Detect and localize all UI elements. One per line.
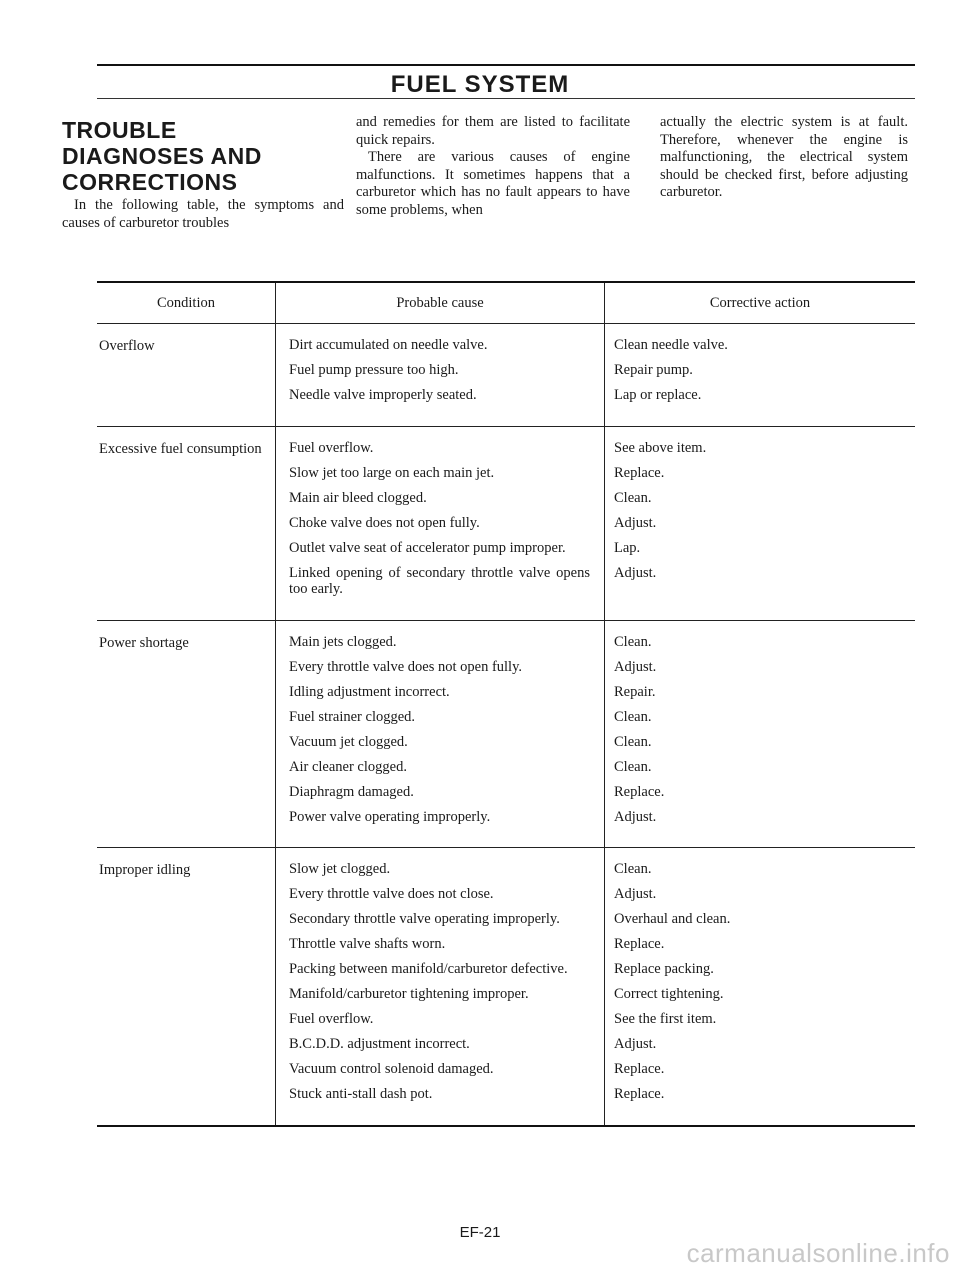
action-item: Replace. <box>614 783 665 800</box>
cause-item: Choke valve does not open fully. <box>289 514 480 531</box>
cause-item: Power valve operating improperly. <box>289 808 491 825</box>
action-item: Clean. <box>614 633 652 650</box>
action-item: See above item. <box>614 439 707 456</box>
cause-item: Needle valve improperly seated. <box>289 387 477 403</box>
cause-item: Stuck anti-stall dash pot. <box>289 1086 433 1102</box>
action-item: Replace. <box>614 1061 665 1077</box>
action-item: Adjust. <box>614 886 657 902</box>
cause-cell <box>275 621 604 848</box>
cause-item: Outlet valve seat of accelerator pump improper. <box>289 539 566 556</box>
action-cell <box>604 848 915 1125</box>
cause-item: Fuel pump pressure too high. <box>289 362 459 378</box>
table-body <box>97 324 915 1125</box>
action-item: Clean. <box>614 758 652 775</box>
intro-paragraph: actually the electric system is at fault. Therefore, whenever the engine is malfunctioning, the electrical system should be checked first, before adjusting carburetor. <box>660 114 908 200</box>
action-item: Replace. <box>614 464 665 481</box>
condition-cell: Power shortage <box>99 634 189 651</box>
header-action: Corrective action <box>604 283 915 323</box>
action-item: Adjust. <box>614 514 657 531</box>
action-item: Lap or replace. <box>614 387 702 403</box>
table-header <box>97 283 915 324</box>
action-item: Clean needle valve. <box>614 337 728 353</box>
intro-column-1 <box>62 197 344 232</box>
cause-cell <box>275 427 604 620</box>
action-item: Correct tightening. <box>614 986 724 1002</box>
action-item: See the first item. <box>614 1011 717 1027</box>
trouble-table <box>97 281 915 1127</box>
condition-cell: Excessive fuel consumption <box>99 440 262 457</box>
cause-item: B.C.D.D. adjustment incorrect. <box>289 1036 470 1052</box>
action-item: Repair pump. <box>614 362 693 378</box>
cause-item: Dirt accumulated on needle valve. <box>289 337 488 353</box>
action-item: Clean. <box>614 861 652 877</box>
header-condition: Condition <box>156 294 215 311</box>
table-row <box>97 621 915 849</box>
intro-paragraph: In the following table, the symptoms and causes of carburetor troubles <box>62 197 344 231</box>
cause-item: Slow jet too large on each main jet. <box>289 464 495 481</box>
action-item: Lap. <box>614 539 641 556</box>
table-row <box>97 848 915 1125</box>
action-cell <box>604 324 915 426</box>
cause-cell <box>275 848 604 1125</box>
cause-cell <box>275 324 604 426</box>
action-item: Replace packing. <box>614 961 714 977</box>
cause-item: Fuel strainer clogged. <box>289 708 416 725</box>
cause-item: Main jets clogged. <box>289 633 397 650</box>
intro-paragraph: and remedies for them are listed to facilitate quick repairs. <box>356 114 630 148</box>
cause-item: Throttle valve shafts worn. <box>289 936 446 952</box>
header-cause: Probable cause <box>275 283 604 323</box>
action-cell <box>604 427 915 620</box>
table-row <box>97 324 915 427</box>
action-item: Clean. <box>614 733 652 750</box>
cause-item: Secondary throttle valve operating improperly. <box>289 911 560 927</box>
table-row <box>97 427 915 621</box>
cause-item: Vacuum control solenoid damaged. <box>289 1061 494 1077</box>
action-item: Replace. <box>614 1086 665 1102</box>
action-item: Adjust. <box>614 808 657 825</box>
condition-cell: Improper idling <box>99 862 191 878</box>
cause-item: Air cleaner clogged. <box>289 758 407 775</box>
action-item: Overhaul and clean. <box>614 911 731 927</box>
cause-item: Main air bleed clogged. <box>289 489 427 506</box>
cause-item: Diaphragm damaged. <box>289 783 414 800</box>
action-item: Repair. <box>614 683 656 700</box>
action-item: Adjust. <box>614 658 657 675</box>
cause-item: Fuel overflow. <box>289 439 374 456</box>
chapter-title: FUEL SYSTEM <box>390 71 570 98</box>
cause-item: Every throttle valve does not close. <box>289 886 494 902</box>
page-number: EF-21 <box>459 1224 501 1241</box>
intro-paragraph: There are various causes of engine malfunctions. It sometimes happens that a carburetor which has no fault appears to have some problems, when <box>356 149 630 218</box>
action-item: Adjust. <box>614 1036 657 1052</box>
cause-item: Idling adjustment incorrect. <box>289 683 450 700</box>
watermark: carmanualsonline.info <box>686 1238 950 1268</box>
cause-item: Manifold/carburetor tightening improper. <box>289 986 529 1002</box>
intro-column-2 <box>356 114 630 219</box>
action-item: Clean. <box>614 708 652 725</box>
condition-cell: Overflow <box>99 338 155 354</box>
action-item: Adjust. <box>614 564 657 581</box>
header-underline <box>97 98 915 99</box>
header-rule <box>97 64 915 66</box>
action-item: Replace. <box>614 936 665 952</box>
cause-item: Packing between manifold/carburetor defective. <box>289 961 568 977</box>
cause-item: Fuel overflow. <box>289 1011 374 1027</box>
action-item: Clean. <box>614 489 652 506</box>
section-title: TROUBLE DIAGNOSES AND CORRECTIONS <box>62 117 262 195</box>
cause-item: Vacuum jet clogged. <box>289 733 408 750</box>
action-cell <box>604 621 915 848</box>
cause-item: Every throttle valve does not open fully. <box>289 658 523 675</box>
intro-column-3 <box>660 114 908 202</box>
cause-item: Slow jet clogged. <box>289 861 391 877</box>
cause-item: Linked opening of secondary throttle valve opens too early. <box>289 564 590 597</box>
